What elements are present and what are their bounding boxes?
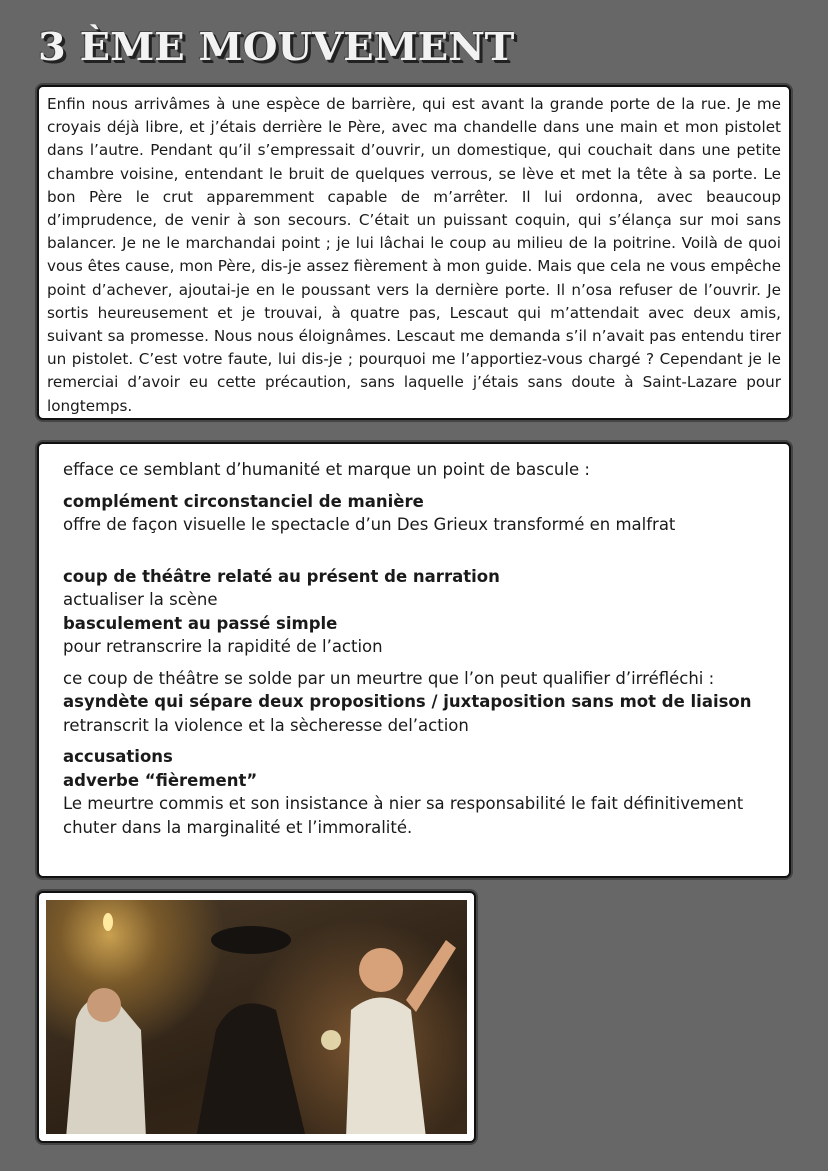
analysis-box xyxy=(37,442,791,878)
illustration-frame xyxy=(37,891,476,1143)
excerpt-box xyxy=(37,85,791,420)
analysis-term: asyndète qui sépare deux propositions / juxtaposition sans mot de liaison xyxy=(63,692,752,711)
candle-flame xyxy=(103,913,113,931)
analysis-term: adverbe “fièrement” xyxy=(63,770,258,790)
des-grieux-hat xyxy=(211,926,291,954)
servant-arm xyxy=(406,940,456,1012)
servant-head xyxy=(359,948,403,992)
excerpt-text: Enfin nous arrivâmes à une espèce de barrière, qui est avant la grande porte de la rue. Je me croyais déjà libre, et j’étais derrière le Père, avec ma chandelle dans une main et mon pistolet dans l’autre. Pendant qu’il s’empressait d’ouvrir, un domestique, qui couchait dans une petite chambre voisine, entendant le bruit de quelques verrous, se lève et met la tête à sa porte. Le bon Père le crut apparemment capable de m’arrêter. Il lui ordonna, avec beaucoup d’imprudence, de venir à son secours. C’était un puissant coquin, qui s’élança sur moi sans balancer. Je ne le marchandai point ; je lui lâchai le coup au milieu de la poitrine. Voilà de quoi vous êtes cause, mon Père, dis-je assez fièrement à mon guide. Mais que cela ne vous empêche point d’achever, ajoutai-je en le poussant vers la dernière porte. Il n’osa refuser de l’ouvrir. Je sortis heureusement et je trouvai, à quatre pas, Lescaut qui m’attendait avec deux amis, suivant sa promesse. Nous nous éloignâmes. Lescaut me demanda s’il n’avait pas entendu tirer un pistolet. C’est votre faute, lui dis-je ; pourquoi me l’apportiez-vous chargé ? Cependant je le remerciai d’avoir eu cette précaution, sans laquelle j’étais sans doute à Saint-Lazare pour longtemps. xyxy=(47,95,781,415)
analysis-line: efface ce semblant d’humanité et marque un point de bascule : xyxy=(63,460,590,479)
analysis-line: pour retranscrire la rapidité de l’action xyxy=(63,637,383,656)
analysis-line: Le meurtre commis et son insistance à nier sa responsabilité le fait définitivement chuter dans la marginalité et l’immoralité. xyxy=(63,794,744,837)
des-grieux-figure xyxy=(196,1003,306,1134)
analysis-line: retranscrit la violence et la sècheresse del’action xyxy=(63,715,469,735)
gunshot-flash xyxy=(321,1030,341,1050)
servant-figure xyxy=(346,998,426,1135)
analysis-term: complément circonstanciel de manière xyxy=(63,491,424,511)
priest-head xyxy=(87,988,121,1022)
analysis-term: accusations xyxy=(63,747,173,766)
analysis-line: offre de façon visuelle le spectacle d’un Des Grieux transformé en malfrat xyxy=(63,515,676,534)
analysis-line: ce coup de théâtre se solde par un meurtre que l’on peut qualifier d’irréfléchi : xyxy=(63,668,715,688)
analysis-term: basculement au passé simple xyxy=(63,613,338,633)
painting-illustration xyxy=(46,900,467,1134)
analysis-term: coup de théâtre relaté au présent de narration xyxy=(63,566,500,586)
page-title: 3 ÈME MOUVEMENT xyxy=(38,24,515,69)
analysis-line: actualiser la scène xyxy=(63,590,218,609)
